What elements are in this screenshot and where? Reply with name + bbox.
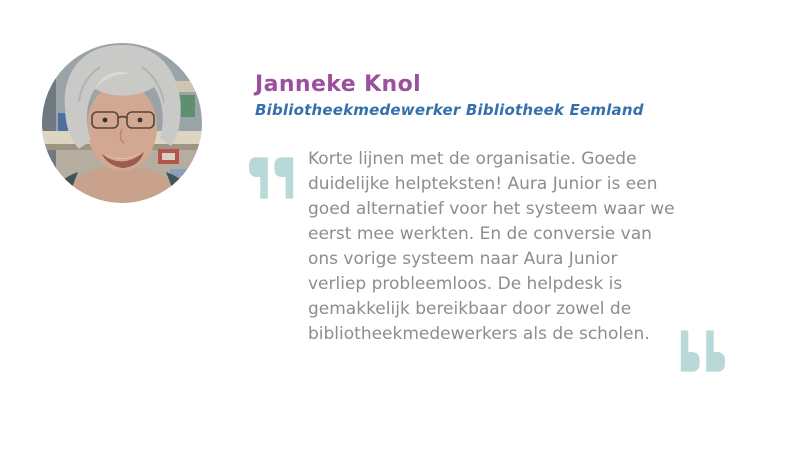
person-name: Janneke Knol [255,72,422,97]
avatar [42,43,202,203]
open-quote-icon [249,156,296,200]
close-quote-icon [678,329,725,373]
quote-text: Korte lijnen met de organisatie. Goede duidelijke helpteksten! Aura Junior is een goed alternatief voor het systeem waar we eerst mee werkten. En de conversie van ons vorige systeem naar Aura Junior verliep probleemloos. De helpdesk is gemakkelijk bereikbaar door zowel de bibliotheekmedewerkers als de scholen. [308,149,675,344]
avatar-photo-illustration [42,43,202,203]
person-role: Bibliotheekmedewerker Bibliotheek Eemland [255,101,644,119]
